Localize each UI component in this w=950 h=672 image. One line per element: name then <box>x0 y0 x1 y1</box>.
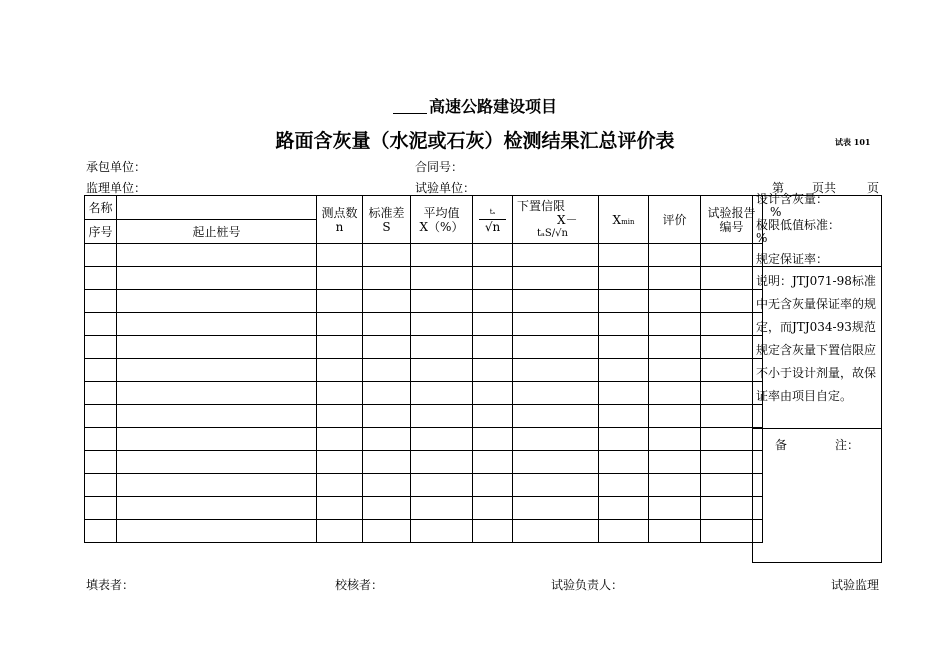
test-unit-label: 试验单位： <box>415 181 476 195</box>
table-row[interactable] <box>85 428 763 451</box>
std-symbol: S <box>382 219 391 234</box>
eval-header: 评价 <box>649 196 701 244</box>
table-row[interactable] <box>85 497 763 520</box>
page-di: 第 <box>772 181 785 195</box>
mean-symbol: X（%） <box>419 219 464 234</box>
mean-header <box>411 196 473 244</box>
filler-label: 填表者： <box>86 578 135 592</box>
lower-limit-formula-1: X－ <box>557 212 578 227</box>
xmin-header <box>599 196 649 244</box>
form-title: 路面含灰量（水泥或石灰）检测结果汇总评价表 <box>275 130 675 152</box>
project-title-text: 高速公路建设项目 <box>428 97 557 116</box>
project-name-blank[interactable] <box>393 99 427 114</box>
checker-label: 校核者： <box>335 578 384 592</box>
points-symbol: n <box>335 219 344 234</box>
ta-numerator: tₐ <box>479 205 506 220</box>
xmin-subscript: min <box>621 217 635 226</box>
points-label: 测点数 <box>321 205 358 220</box>
remark-bei: 备 <box>775 438 788 452</box>
ta-denominator: √n <box>484 220 501 234</box>
limit-label: 极限低值标准： <box>756 218 841 232</box>
table-row[interactable] <box>85 359 763 382</box>
table-row[interactable] <box>85 244 763 267</box>
table-row[interactable] <box>85 405 763 428</box>
design-unit: % <box>770 205 782 219</box>
limit-unit: % <box>756 231 768 245</box>
table-row[interactable] <box>85 520 763 543</box>
test-lead-label: 试验负责人： <box>551 578 624 592</box>
page-ye-gong: 页共 <box>812 181 837 195</box>
lower-limit-header <box>513 196 599 244</box>
side-divider-1 <box>753 266 881 267</box>
ta-header <box>473 196 513 244</box>
design-block <box>756 193 879 219</box>
contractor-label: 承包单位： <box>86 160 147 174</box>
name-label-cell: 名称 <box>85 196 117 220</box>
supervisor-label: 监理单位： <box>86 181 147 195</box>
side-info-panel <box>752 192 882 563</box>
table-row[interactable] <box>85 267 763 290</box>
table-row[interactable] <box>85 336 763 359</box>
data-rows <box>85 244 763 543</box>
lower-limit-formula-2: tₐS/√n <box>537 227 568 239</box>
table-row[interactable] <box>85 290 763 313</box>
seq-label-cell: 序号 <box>85 220 117 244</box>
table-row[interactable] <box>85 474 763 497</box>
note-text: 说明：JTJ071-98标准中无含灰量保证率的规定，而JTJ034-93规范规定含灰量下置信限应不小于设计剂量，故保证率由项目自定。 <box>756 274 877 403</box>
xmin-label: X <box>612 212 622 227</box>
side-divider-2 <box>753 428 881 429</box>
form-number: 试表 101 <box>835 137 871 147</box>
std-header <box>363 196 411 244</box>
table-row[interactable] <box>85 382 763 405</box>
guarantee-label: 规定保证率： <box>756 252 829 266</box>
project-title <box>0 94 950 117</box>
name-value-cell[interactable] <box>117 196 317 220</box>
remark-zhu: 注： <box>835 438 860 452</box>
report-label-1: 试验报告 <box>707 205 756 220</box>
design-label: 设计含灰量： <box>756 192 829 206</box>
lower-limit-label: 下置信限 <box>517 198 566 213</box>
limit-block <box>756 219 879 245</box>
station-label-cell: 起止桩号 <box>117 220 317 244</box>
report-label-2: 编号 <box>719 219 744 234</box>
table-row[interactable] <box>85 313 763 336</box>
test-supervisor-label: 试验监理 <box>831 578 880 592</box>
contract-no-label: 合同号： <box>415 160 464 174</box>
points-header <box>317 196 363 244</box>
table-row[interactable] <box>85 451 763 474</box>
mean-label: 平均值 <box>423 205 460 220</box>
std-label: 标准差 <box>368 205 405 220</box>
page-ye: 页 <box>867 181 880 195</box>
results-table <box>84 195 763 543</box>
